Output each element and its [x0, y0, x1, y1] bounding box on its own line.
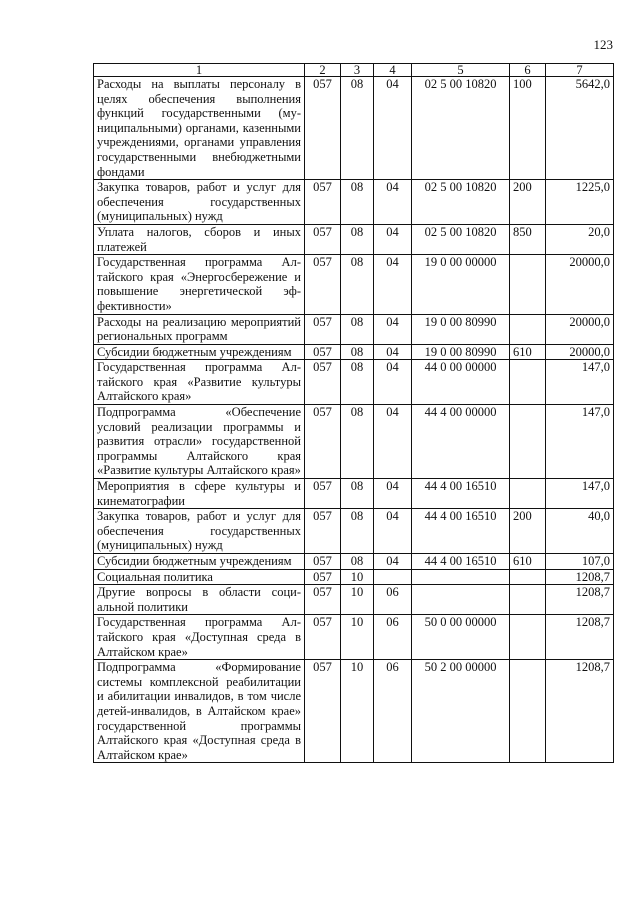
- cell-section: 08: [341, 479, 374, 509]
- cell-department: 057: [305, 344, 341, 360]
- cell-section: 08: [341, 77, 374, 180]
- cell-name: Закупка товаров, работ и услуг для обеспечения государственных (муниципальных) нужд: [94, 180, 305, 225]
- cell-subsection: 04: [374, 224, 412, 254]
- cell-subsection: 04: [374, 255, 412, 314]
- table-row: [94, 314, 614, 344]
- cell-section: 08: [341, 509, 374, 554]
- cell-name: Субсидии бюджетным учреждениям: [94, 554, 305, 570]
- cell-department: 057: [305, 615, 341, 660]
- table-row: [94, 615, 614, 660]
- cell-department: 057: [305, 509, 341, 554]
- cell-target-item: 44 4 00 16510: [412, 554, 510, 570]
- cell-section: 08: [341, 314, 374, 344]
- column-header-subsection: 4: [374, 64, 412, 77]
- cell-target-item: 19 0 00 80990: [412, 314, 510, 344]
- column-header-section: 3: [341, 64, 374, 77]
- column-header-department: 2: [305, 64, 341, 77]
- cell-name: Подпрограмма «Формирование системы комплексной реабилитации и абилитации инвалидов, в том числе детей-инвалидов, в Алтайском крае» государственной программы Алтайского края «Доступная среда в Алтайском крае»: [94, 660, 305, 763]
- cell-section: 10: [341, 569, 374, 585]
- cell-department: 057: [305, 255, 341, 314]
- cell-subsection: 04: [374, 314, 412, 344]
- table-row: [94, 405, 614, 479]
- cell-expense-type: [510, 660, 546, 763]
- cell-subsection: [374, 569, 412, 585]
- table-row: [94, 255, 614, 314]
- cell-amount: 5642,0: [546, 77, 614, 180]
- cell-subsection: 06: [374, 660, 412, 763]
- cell-name: Социальная политика: [94, 569, 305, 585]
- cell-name: Закупка товаров, работ и услуг для обеспечения государственных (муниципальных) нужд: [94, 509, 305, 554]
- cell-department: 057: [305, 314, 341, 344]
- cell-amount: 1208,7: [546, 585, 614, 615]
- cell-subsection: 04: [374, 554, 412, 570]
- cell-section: 08: [341, 344, 374, 360]
- table-row: [94, 585, 614, 615]
- cell-target-item: 44 4 00 16510: [412, 479, 510, 509]
- cell-section: 10: [341, 660, 374, 763]
- cell-name: Государственная программа Алтайского края «Доступная среда в Алтайском крае»: [94, 615, 305, 660]
- cell-amount: 40,0: [546, 509, 614, 554]
- cell-department: 057: [305, 360, 341, 405]
- cell-subsection: 04: [374, 479, 412, 509]
- cell-name: Субсидии бюджетным учреждениям: [94, 344, 305, 360]
- cell-department: 057: [305, 569, 341, 585]
- cell-amount: 20000,0: [546, 344, 614, 360]
- cell-amount: 107,0: [546, 554, 614, 570]
- cell-amount: 147,0: [546, 405, 614, 479]
- cell-subsection: 04: [374, 180, 412, 225]
- cell-subsection: 04: [374, 77, 412, 180]
- cell-amount: 147,0: [546, 360, 614, 405]
- cell-amount: 20000,0: [546, 314, 614, 344]
- cell-expense-type: [510, 314, 546, 344]
- cell-target-item: 44 4 00 16510: [412, 509, 510, 554]
- cell-department: 057: [305, 660, 341, 763]
- cell-amount: 147,0: [546, 479, 614, 509]
- cell-expense-type: [510, 585, 546, 615]
- cell-target-item: 44 0 00 00000: [412, 360, 510, 405]
- table-row: [94, 77, 614, 180]
- cell-target-item: 02 5 00 10820: [412, 180, 510, 225]
- table-row: [94, 554, 614, 570]
- cell-department: 057: [305, 479, 341, 509]
- cell-target-item: 50 0 00 00000: [412, 615, 510, 660]
- cell-subsection: 04: [374, 360, 412, 405]
- cell-target-item: 44 4 00 00000: [412, 405, 510, 479]
- cell-name: Подпрограмма «Обеспечение условий реализации программы и развития отрасли» государственной программы Алтайского края «Развитие культуры Алтайского края»: [94, 405, 305, 479]
- cell-section: 08: [341, 360, 374, 405]
- cell-subsection: 04: [374, 344, 412, 360]
- cell-target-item: [412, 569, 510, 585]
- table-row: [94, 360, 614, 405]
- cell-section: 08: [341, 224, 374, 254]
- cell-name: Государственная программа Алтайского края «Энергосбережение и повышение энергетической эффективности»: [94, 255, 305, 314]
- cell-section: 08: [341, 405, 374, 479]
- cell-expense-type: [510, 360, 546, 405]
- cell-name: Расходы на реализацию мероприятий региональных программ: [94, 314, 305, 344]
- cell-department: 057: [305, 224, 341, 254]
- cell-subsection: 04: [374, 405, 412, 479]
- cell-subsection: 06: [374, 615, 412, 660]
- cell-amount: 20,0: [546, 224, 614, 254]
- cell-expense-type: [510, 255, 546, 314]
- cell-target-item: [412, 585, 510, 615]
- table-row: [94, 180, 614, 225]
- cell-section: 08: [341, 255, 374, 314]
- column-header-name: 1: [94, 64, 305, 77]
- cell-section: 08: [341, 180, 374, 225]
- cell-section: 08: [341, 554, 374, 570]
- table-header-row: [94, 64, 614, 77]
- cell-amount: 1225,0: [546, 180, 614, 225]
- table-row: [94, 660, 614, 763]
- cell-section: 10: [341, 615, 374, 660]
- budget-table: [93, 63, 614, 763]
- cell-target-item: 50 2 00 00000: [412, 660, 510, 763]
- cell-target-item: 19 0 00 80990: [412, 344, 510, 360]
- cell-expense-type: 100: [510, 77, 546, 180]
- cell-expense-type: 850: [510, 224, 546, 254]
- cell-name: Другие вопросы в области социальной политики: [94, 585, 305, 615]
- table-row: [94, 509, 614, 554]
- cell-section: 10: [341, 585, 374, 615]
- cell-department: 057: [305, 77, 341, 180]
- cell-department: 057: [305, 405, 341, 479]
- cell-amount: 1208,7: [546, 660, 614, 763]
- table-body: [94, 77, 614, 763]
- cell-expense-type: [510, 569, 546, 585]
- cell-expense-type: 200: [510, 509, 546, 554]
- cell-expense-type: 610: [510, 554, 546, 570]
- column-header-amount: 7: [546, 64, 614, 77]
- cell-amount: 1208,7: [546, 569, 614, 585]
- cell-name: Государственная программа Алтайского края «Развитие культуры Алтайского края»: [94, 360, 305, 405]
- cell-subsection: 04: [374, 509, 412, 554]
- cell-expense-type: [510, 405, 546, 479]
- page-number: 123: [593, 37, 613, 52]
- cell-department: 057: [305, 180, 341, 225]
- table-row: [94, 479, 614, 509]
- cell-target-item: 02 5 00 10820: [412, 77, 510, 180]
- cell-name: Мероприятия в сфере культуры и кинематографии: [94, 479, 305, 509]
- cell-target-item: 02 5 00 10820: [412, 224, 510, 254]
- cell-department: 057: [305, 585, 341, 615]
- table-row: [94, 569, 614, 585]
- cell-expense-type: [510, 615, 546, 660]
- cell-expense-type: 610: [510, 344, 546, 360]
- cell-amount: 20000,0: [546, 255, 614, 314]
- cell-amount: 1208,7: [546, 615, 614, 660]
- table-row: [94, 224, 614, 254]
- cell-subsection: 06: [374, 585, 412, 615]
- cell-name: Расходы на выплаты персоналу в целях обеспечения выполнения функций государственными (муниципальными) органами, казенными учреждениями, органами управления государственными внебюджетными фондами: [94, 77, 305, 180]
- cell-expense-type: 200: [510, 180, 546, 225]
- cell-target-item: 19 0 00 00000: [412, 255, 510, 314]
- cell-expense-type: [510, 479, 546, 509]
- cell-name: Уплата налогов, сборов и иных платежей: [94, 224, 305, 254]
- column-header-expense-type: 6: [510, 64, 546, 77]
- table-row: [94, 344, 614, 360]
- cell-department: 057: [305, 554, 341, 570]
- column-header-target-item: 5: [412, 64, 510, 77]
